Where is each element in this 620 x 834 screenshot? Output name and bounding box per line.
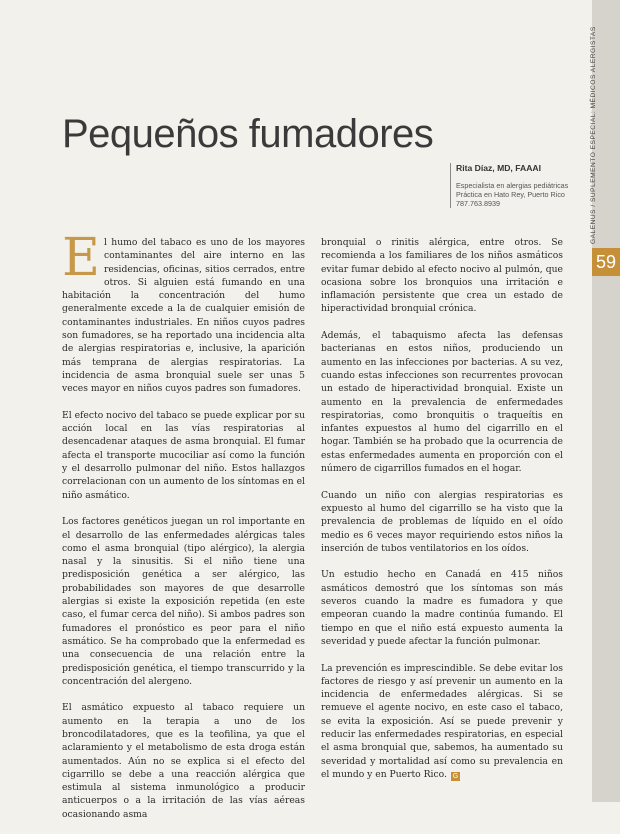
drop-cap: E: [62, 228, 100, 288]
paragraph-text: La prevención es imprescindible. Se debe evitar los factores de riesgo y así prevenir un aumento en la incidencia de enfermedades alérgicas. Si se remueve el agente nocivo, en este caso el tabaco, se evita la exposición. Así se puede prevenir y reducir las enfermedades respiratorias, en especial el asma bronquial que, sabemos, ha aumentado su severidad y mortalidad así como su prevalencia en el mundo y en Puerto Rico.: [321, 662, 563, 780]
paragraph: Además, el tabaquismo afecta las defensas bacterianas en estos niños, produciendo un aumento en las infecciones por bacterias. A su vez, cuando estas infecciones son recurrentes provocan un estado de hiperactividad bronquial. Existe un aumento en la prevalencia de enfermedades respiratorias, como bronquitis o traqueítis en infantes expuestos al humo del cigarrillo en el hogar. También se ha probado que la ocurrencia de estas enfermedades aumenta en proporción con el número de cigarrillos fumados en el hogar.: [321, 330, 563, 475]
left-column: [62, 228, 305, 834]
paragraph: [321, 662, 563, 782]
author-phone: 787.763.8939: [456, 199, 500, 208]
running-header: GALENUS / SUPLEMENTO ESPECIAL: MÉDICOS ALERGISTAS: [590, 26, 597, 244]
paragraph: El asmático expuesto al tabaco requiere un aumento en la terapia a uno de los broncodilatadores, que es la teofilina, ya que el aclaramiento y el metabolismo de esta droga están aumentados. Aún no se explica si el efecto del cigarrillo se debe a una reacción alérgica que estimula al sistema inmunológico a producir anticuerpos o a la irritación de las vías aéreas ocasionando asma: [62, 702, 305, 820]
author-specialty: Especialista en alergias pediátricas: [456, 181, 569, 190]
article-title: Pequeños fumadores: [62, 112, 434, 156]
paragraph: Un estudio hecho en Canadá en 415 niños asmáticos demostró que los síntomas son más severos cuando la madre es fumadora y que empeoran cuando la madre continúa fumando. El tiempo en que el niño está expuesto aumenta la severidad y puede afectar la función pulmonar.: [321, 569, 563, 647]
paragraph: Cuando un niño con alergias respiratorias es expuesto al humo del cigarrillo se ha visto que la prevalencia de problemas de líquido en el oído medio es 6 veces mayor requiriendo estos niños la inserción de tubos ventilatorios en los oídos.: [321, 489, 563, 554]
paragraph: Los factores genéticos juegan un rol importante en el desarrollo de las enfermedades alérgicas tales como el asma bronquial (tipo alérgico), la alergia nasal y la sinusitis. Si el niño tiene una predisposición genética a ser alérgico, las probabilidades son mayores de que desarrolle alergias si existe la exposición repetida (en este caso, el fumar cerca del niño). Si ambos padres son fumadores el pronóstico es peor para el niño asmático. Se ha comprobado que la enfermedad es una consecuencia de una relación entre la predisposición genética, el tiempo transcurrido y la concentración del alergeno.: [62, 516, 305, 687]
author-block: [450, 163, 591, 208]
end-mark-icon: G: [452, 772, 459, 780]
paragraph: bronquial o rinitis alérgica, entre otros. Se recomienda a los familiares de los niños asmáticos evitar fumar debido al efecto nocivo al pulmón, que ocasiona sobre los bronquios una irritación e inflamación persistente que crea un estado de hiperactividad bronquial crónica.: [321, 237, 563, 315]
author-practice: Práctica en Hato Rey, Puerto Rico: [456, 190, 565, 199]
paragraph-text: l humo del tabaco es uno de los mayores contaminantes del aire interno en las residencias, oficinas, sitios cerrados, entre otros. Si alguien está fumando en una habitación la concentración del humo generalmente excede a la de cualquier emisión de contaminantes industriales. En niños cuyos padres son fumadores, se ha reportado una incidencia alta de alergias respiratorias e, inclusive, la aparición más temprana de alergias respiratorias. La incidencia de asma bronquial suele ser unas 5 veces mayor en niños cuyos padres son fumadores.: [62, 237, 305, 395]
right-column: [321, 236, 563, 794]
paragraph: [62, 228, 305, 396]
paragraph: El efecto nocivo del tabaco se puede explicar por su acción local en las vías respiratorias al desencadenar ataques de asma bronquial. El fumar afecta el transporte mucociliar así como la función y el desarrollo pulmonar del niño. Estos hallazgos correlacionan con un aumento de los síntomas en el niño asmático.: [62, 409, 305, 501]
page-number: 59: [592, 248, 620, 276]
author-name: Rita Díaz, MD, FAAAI: [456, 163, 541, 173]
